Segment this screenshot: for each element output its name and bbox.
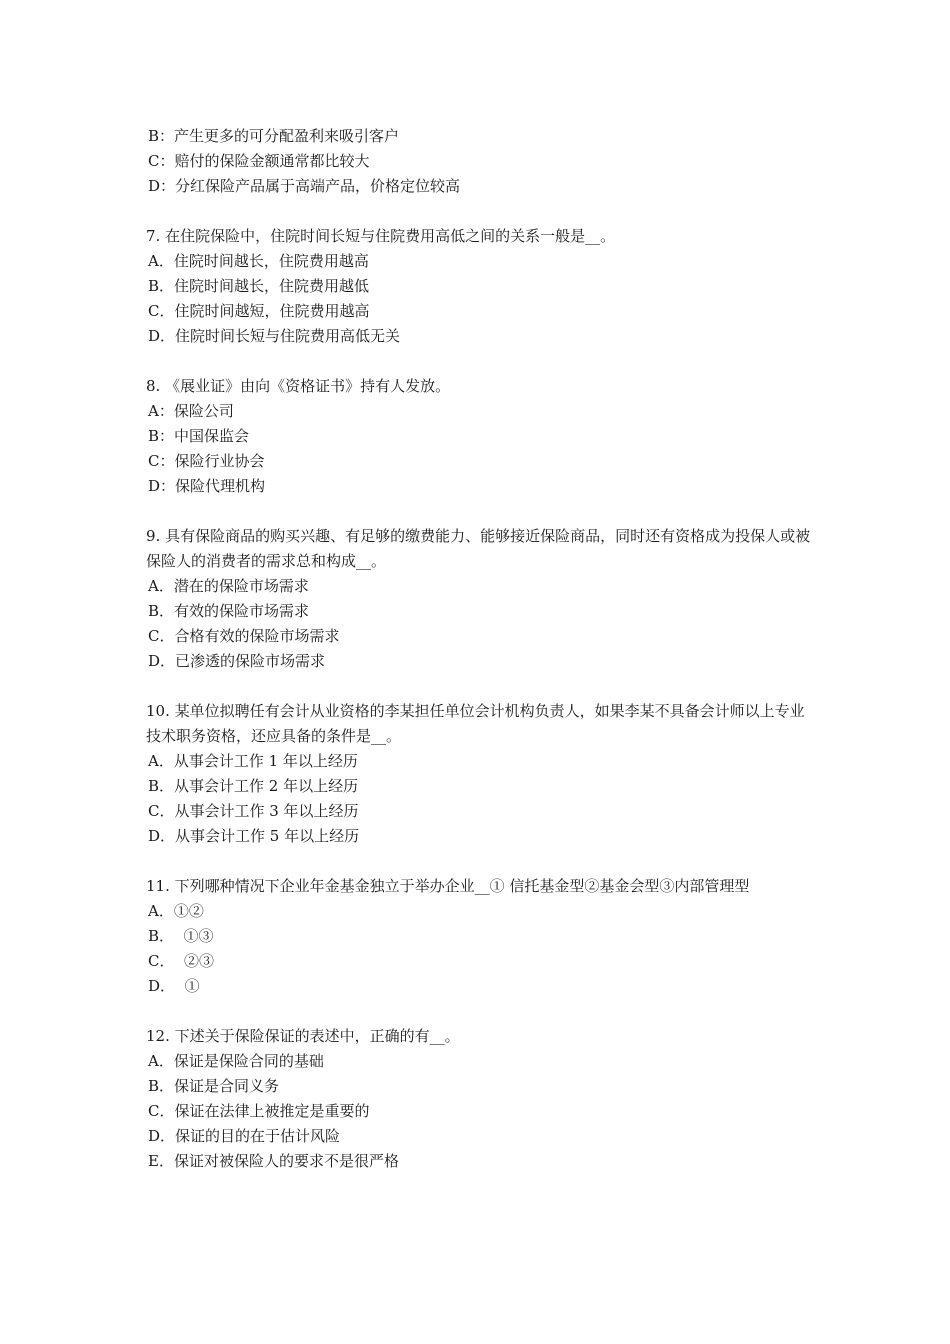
option-d: D．已渗透的保险市场需求 [148,652,326,670]
option-b: B． ①③ [148,927,214,945]
question-block-11 [146,874,816,999]
option-c: C．合格有效的保险市场需求 [148,627,340,645]
option-a: A．住院时间越长，住院费用越高 [148,252,369,270]
option-b: B．有效的保险市场需求 [148,602,310,620]
option-d: D：保险代理机构 [148,477,266,495]
option-b: B．保证是合同义务 [148,1077,280,1095]
option-a: A．从事会计工作 1 年以上经历 [148,752,358,770]
option-c: C．住院时间越短，住院费用越高 [148,302,370,320]
question-text: 7. 在住院保险中，住院时间长短与住院费用高低之间的关系一般是__。 [146,227,616,245]
option-c: C．保证在法律上被推定是重要的 [148,1102,370,1120]
question-text: 10. 某单位拟聘任有会计从业资格的李某担任单位会计机构负责人，如果李某不具备会计师以上专业技术职务资格，还应具备的条件是__。 [146,702,805,745]
question-text: 8. 《展业证》由向《资格证书》持有人发放。 [146,377,451,395]
option-c: C：赔付的保险金额通常都比较大 [148,152,370,170]
option-b: B：中国保监会 [148,427,250,445]
question-block-8 [146,374,816,499]
option-d: D：分红保险产品属于高端产品，价格定位较高 [148,177,461,195]
question-text: 12. 下述关于保险保证的表述中，正确的有__。 [146,1027,460,1045]
question-text: 9. 具有保险商品的购买兴趣、有足够的缴费能力、能够接近保险商品，同时还有资格成为投保人或被保险人的消费者的需求总和构成__。 [146,527,811,570]
option-a: A．潜在的保险市场需求 [148,577,309,595]
option-d: D．从事会计工作 5 年以上经历 [148,827,360,845]
option-c: C．从事会计工作 3 年以上经历 [148,802,359,820]
option-d: D． ① [148,977,200,995]
option-c: C：保险行业协会 [148,452,265,470]
option-a: A．保证是保险合同的基础 [148,1052,324,1070]
option-b: B．从事会计工作 2 年以上经历 [148,777,359,795]
option-b: B：产生更多的可分配盈利来吸引客户 [148,127,400,145]
question-text: 11. 下列哪种情况下企业年金基金独立于举办企业__① 信托基金型②基金会型③内部管理型 [146,877,750,895]
option-e: E．保证对被保险人的要求不是很严格 [148,1152,399,1170]
option-c: C． ②③ [148,952,215,970]
option-a: A：保险公司 [148,402,234,420]
option-d: D．保证的目的在于估计风险 [148,1127,341,1145]
question-block-10 [146,699,816,849]
question-block-12 [146,1024,816,1174]
option-d: D．住院时间长短与住院费用高低无关 [148,327,401,345]
question-block-7 [146,224,816,349]
document-page [146,124,816,1199]
option-a: A．①② [148,902,204,920]
option-b: B．住院时间越长，住院费用越低 [148,277,370,295]
question-block-9 [146,524,816,674]
question-block-6-continued [146,124,816,199]
